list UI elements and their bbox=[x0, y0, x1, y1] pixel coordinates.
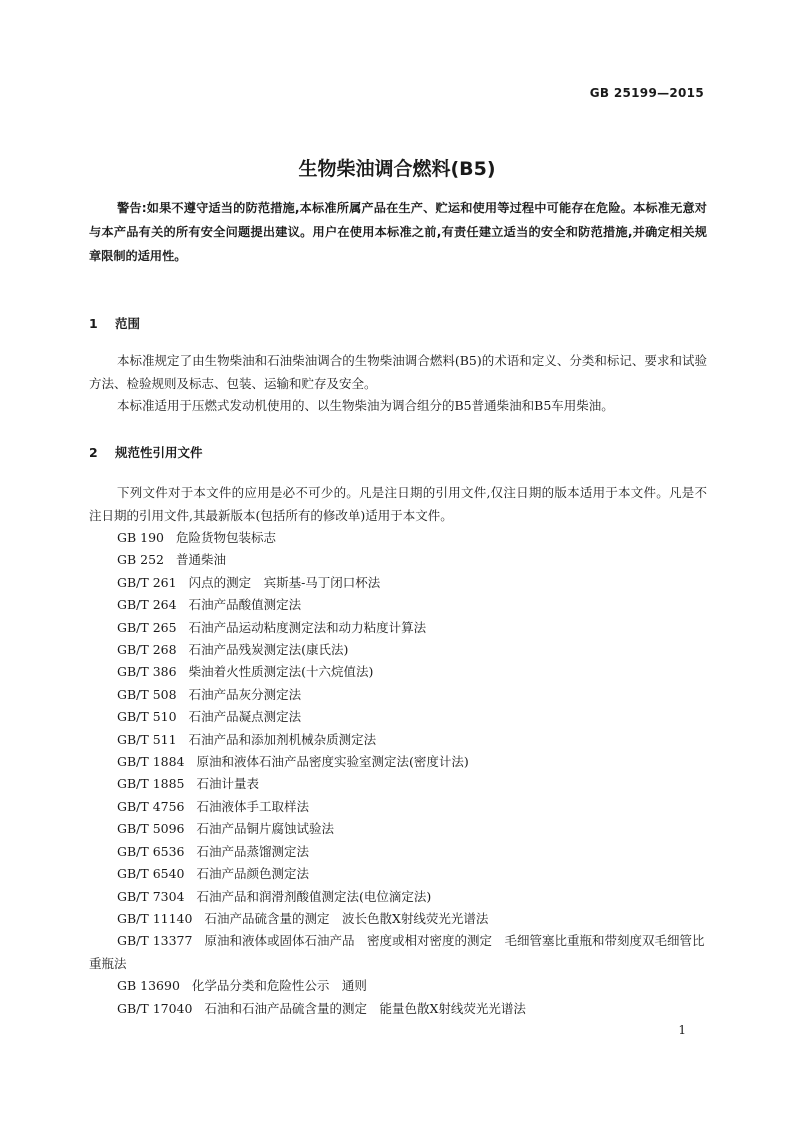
section-2-heading bbox=[89, 443, 203, 461]
reference-item bbox=[89, 639, 707, 661]
reference-title: 石油产品颜色测定法 bbox=[196, 866, 310, 882]
reference-title: 闪点的测定 宾斯基-马丁闭口杯法 bbox=[188, 574, 381, 590]
reference-code: GB/T 6540 bbox=[117, 866, 185, 882]
page-number: 1 bbox=[678, 1023, 686, 1037]
reference-title: 石油液体手工取样法 bbox=[196, 798, 310, 814]
reference-code: GB/T 511 bbox=[117, 731, 177, 747]
reference-item bbox=[89, 975, 707, 997]
reference-code: GB/T 7304 bbox=[117, 888, 185, 904]
section-1-title: 范围 bbox=[115, 316, 141, 331]
reference-code: GB/T 13377 bbox=[117, 933, 193, 949]
reference-title: 原油和液体石油产品密度实验室测定法(密度计法) bbox=[196, 754, 469, 770]
reference-code: GB/T 4756 bbox=[117, 798, 185, 814]
reference-code: GB/T 386 bbox=[117, 664, 177, 680]
reference-title: 石油和石油产品硫含量的测定 能量色散X射线荧光光谱法 bbox=[204, 1000, 526, 1016]
reference-item bbox=[89, 549, 707, 571]
section-1-number: 1 bbox=[89, 316, 98, 331]
section-2-number: 2 bbox=[89, 445, 98, 460]
reference-item bbox=[89, 886, 707, 908]
reference-title: 石油产品残炭测定法(康氏法) bbox=[188, 642, 349, 658]
reference-item bbox=[89, 706, 707, 728]
reference-code: GB/T 11140 bbox=[117, 910, 193, 926]
reference-code: GB/T 6536 bbox=[117, 843, 185, 859]
reference-title: 柴油着火性质测定法(十六烷值法) bbox=[188, 664, 374, 680]
reference-code: GB/T 508 bbox=[117, 686, 177, 702]
reference-item bbox=[89, 527, 707, 549]
reference-code: GB/T 265 bbox=[117, 619, 177, 635]
reference-code: GB/T 261 bbox=[117, 574, 177, 590]
reference-item bbox=[89, 908, 707, 930]
reference-item bbox=[89, 572, 707, 594]
reference-code: GB/T 1885 bbox=[117, 776, 185, 792]
reference-item bbox=[89, 998, 707, 1020]
reference-title: 石油产品硫含量的测定 波长色散X射线荧光光谱法 bbox=[204, 910, 489, 926]
reference-code: GB/T 510 bbox=[117, 709, 177, 725]
reference-title: 化学品分类和危险性公示 通则 bbox=[191, 978, 367, 994]
reference-title: 石油产品和润滑剂酸值测定法(电位滴定法) bbox=[196, 888, 432, 904]
document-title: 生物柴油调合燃料(B5) bbox=[298, 158, 496, 180]
reference-code: GB 190 bbox=[117, 530, 165, 545]
scope-paragraph-1: 本标准规定了由生物柴油和石油柴油调合的生物柴油调合燃料(B5)的术语和定义、分类和标记、要求和试验方法、检验规则及标志、包装、运输和贮存及安全。 bbox=[89, 353, 707, 391]
reference-code: GB 13690 bbox=[117, 978, 180, 994]
reference-title: 危险货物包装标志 bbox=[176, 530, 277, 545]
reference-item bbox=[89, 930, 707, 975]
reference-code: GB/T 268 bbox=[117, 642, 177, 658]
reference-title: 石油产品凝点测定法 bbox=[188, 709, 302, 725]
reference-code: GB 252 bbox=[117, 552, 165, 568]
reference-item bbox=[89, 729, 707, 751]
reference-title: 原油和液体或固体石油产品 密度或相对密度的测定 毛细管塞比重瓶和带刻度双毛细管比重瓶法 bbox=[89, 933, 705, 971]
standard-number-header: GB 25199—2015 bbox=[589, 86, 704, 100]
reference-title: 石油计量表 bbox=[196, 776, 260, 792]
reference-title: 普通柴油 bbox=[176, 552, 227, 568]
reference-item bbox=[89, 661, 707, 683]
references-intro: 下列文件对于本文件的应用是必不可少的。凡是注日期的引用文件,仅注日期的版本适用于本文件。凡是不注日期的引用文件,其最新版本(包括所有的修改单)适用于本文件。 bbox=[89, 485, 707, 523]
reference-title: 石油产品铜片腐蚀试验法 bbox=[196, 821, 335, 837]
reference-list bbox=[89, 527, 707, 1020]
reference-item bbox=[89, 818, 707, 840]
reference-title: 石油产品灰分测定法 bbox=[188, 686, 302, 702]
reference-item bbox=[89, 796, 707, 818]
reference-title: 石油产品酸值测定法 bbox=[188, 597, 302, 613]
section-2-title: 规范性引用文件 bbox=[115, 445, 203, 460]
reference-item bbox=[89, 841, 707, 863]
reference-item bbox=[89, 863, 707, 885]
scope-paragraph-2: 本标准适用于压燃式发动机使用的、以生物柴油为调合组分的B5普通柴油和B5车用柴油。 bbox=[117, 398, 614, 413]
reference-code: GB/T 264 bbox=[117, 597, 177, 613]
reference-code: GB/T 1884 bbox=[117, 754, 185, 770]
reference-item bbox=[89, 751, 707, 773]
reference-item bbox=[89, 684, 707, 706]
section-1-heading bbox=[89, 314, 140, 332]
safety-warning: 警告:如果不遵守适当的防范措施,本标准所属产品在生产、贮运和使用等过程中可能存在危险。本标准无意对与本产品有关的所有安全问题提出建议。用户在使用本标准之前,有责任建立适当的安全和防范措施,并确定相关规章限制的适用性。 bbox=[89, 201, 707, 263]
reference-title: 石油产品蒸馏测定法 bbox=[196, 843, 310, 859]
reference-title: 石油产品和添加剂机械杂质测定法 bbox=[188, 731, 377, 747]
reference-item bbox=[89, 594, 707, 616]
reference-code: GB/T 17040 bbox=[117, 1000, 193, 1016]
reference-item bbox=[89, 773, 707, 795]
reference-title: 石油产品运动粘度测定法和动力粘度计算法 bbox=[188, 619, 427, 635]
reference-item bbox=[89, 617, 707, 639]
reference-code: GB/T 5096 bbox=[117, 821, 185, 837]
